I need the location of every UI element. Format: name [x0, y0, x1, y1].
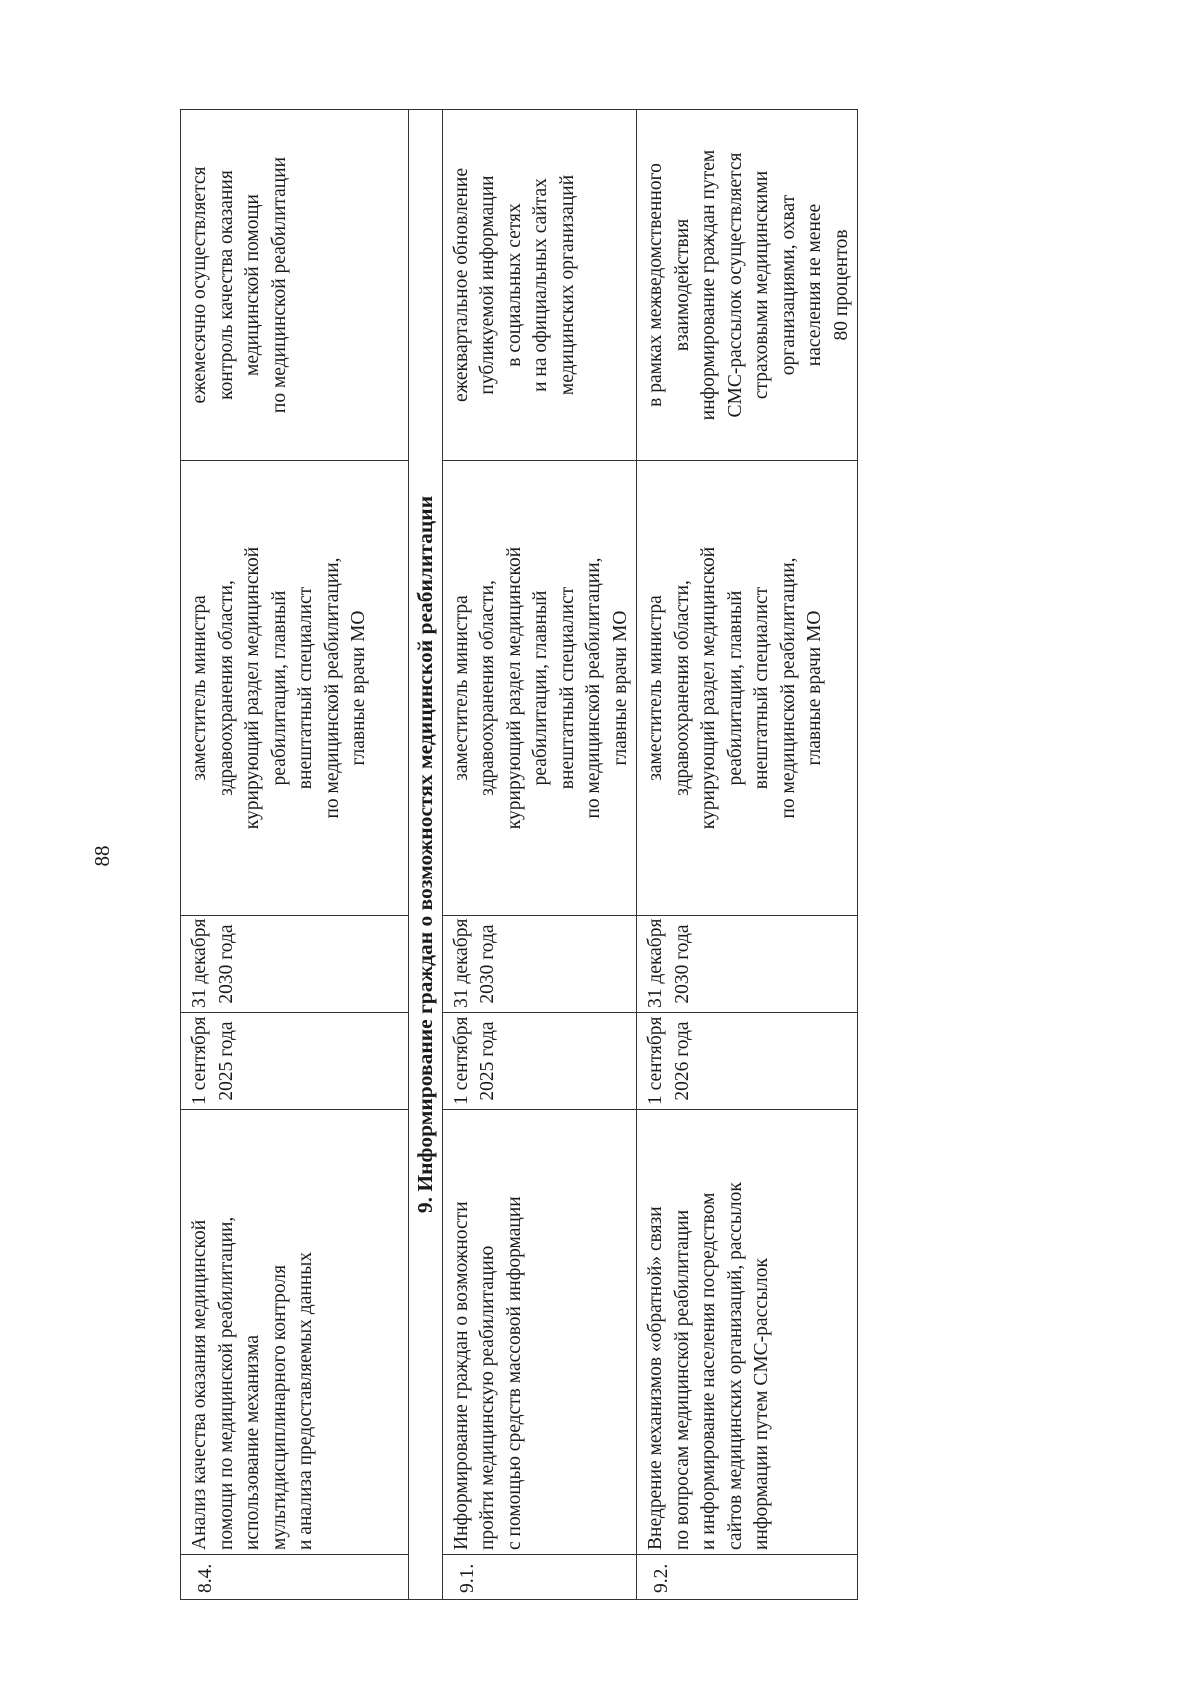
end-date-cell — [181, 916, 409, 1013]
event-line: и информирование населения посредством — [698, 1192, 719, 1550]
row-number-cell — [181, 1555, 409, 1600]
event-line: и анализа предоставляемых данных — [295, 1251, 316, 1550]
event-cell — [637, 1110, 858, 1555]
table-row — [181, 110, 409, 1600]
start-date-line: 1 сентября — [645, 1016, 666, 1105]
event-line: помощи по медицинской реабилитации, — [215, 1216, 237, 1550]
result-line: ежеквартальное обновление — [450, 168, 472, 402]
result-line: информирование граждан путем — [698, 149, 719, 421]
event-line: информации путем СМС-рассылок — [751, 1258, 772, 1550]
responsible-line: курирующий раздел медицинской — [698, 546, 719, 830]
result-line: медицинских организаций — [556, 174, 578, 396]
responsible-line: по медицинской реабилитации, — [777, 557, 799, 819]
responsible-cell — [181, 461, 409, 916]
event-cell — [442, 1110, 637, 1555]
start-date-line: 1 сентября — [189, 1016, 210, 1105]
end-date-line: 31 декабря — [189, 918, 210, 1008]
section-header-row — [409, 110, 443, 1600]
result-line: 80 процентов — [830, 229, 852, 341]
result-line: ежемесячно осуществляется — [189, 166, 210, 404]
rotated-table-frame — [180, 110, 852, 1600]
responsible-line: здравоохранения области, — [215, 580, 237, 796]
responsible-line: главные врачи МО — [804, 610, 825, 766]
plan-table-container — [180, 110, 852, 1600]
start-date-cell — [442, 1013, 637, 1110]
result-line: и на официальных сайтах — [530, 178, 551, 392]
result-line: по медицинской реабилитации — [268, 156, 290, 414]
responsible-line: курирующий раздел медицинской — [503, 546, 525, 830]
event-line: с помощью средств массовой информации — [503, 1196, 525, 1550]
responsible-line: внештатный специалист — [295, 586, 316, 790]
event-line: использование механизма — [242, 1334, 263, 1550]
result-line: в рамках межведомственного — [645, 163, 666, 407]
page-number: 88 — [90, 845, 114, 867]
responsible-line: заместитель министра — [450, 595, 472, 781]
event-cell — [181, 1110, 409, 1555]
responsible-line: по медицинской реабилитации, — [321, 557, 343, 819]
result-line: публикуемой информации — [477, 175, 498, 395]
end-date-cell — [637, 916, 858, 1013]
table-row — [637, 110, 858, 1600]
event-line: пройти медицинскую реабилитацию — [477, 1245, 498, 1550]
responsible-line: реабилитации, главный — [530, 590, 551, 786]
result-line: СМС-рассылок осуществляется — [724, 152, 746, 418]
end-date-line: 31 декабря — [645, 918, 666, 1008]
start-date-cell — [637, 1013, 858, 1110]
responsible-line: по медицинской реабилитации, — [583, 557, 604, 819]
table-row — [442, 110, 637, 1600]
result-cell — [637, 110, 858, 461]
event-line: сайтов медицинских организаций, рассылок — [724, 1182, 746, 1550]
responsible-line: реабилитации, главный — [268, 590, 290, 786]
result-cell — [181, 110, 409, 461]
activities-table — [180, 109, 858, 1600]
section-title: 9. Информирование граждан о возможностях медицинской реабилитации — [409, 110, 443, 1600]
result-line: контроль качества оказания — [215, 170, 237, 400]
responsible-line: главные врачи МО — [348, 610, 369, 766]
result-line: медицинской помощи — [242, 194, 263, 376]
responsible-line: здравоохранения области, — [477, 580, 498, 796]
event-line: Внедрение механизмов «обратной» связи — [645, 1206, 666, 1550]
result-line: страховыми медицинскими — [751, 170, 772, 400]
row-number: 8.4. — [195, 1563, 216, 1593]
end-date-line: 2030 года — [215, 924, 237, 1004]
responsible-line: главные врачи МО — [609, 610, 631, 766]
responsible-line: заместитель министра — [189, 595, 210, 781]
result-line: в социальных сетях — [503, 203, 525, 367]
row-number: 9.1. — [456, 1563, 478, 1593]
result-line: населения не менее — [804, 203, 825, 367]
responsible-cell — [442, 461, 637, 916]
responsible-line: внештатный специалист — [751, 586, 772, 790]
responsible-line: курирующий раздел медицинской — [242, 546, 263, 830]
result-line: организациями, охват — [777, 194, 799, 376]
responsible-cell — [637, 461, 858, 916]
responsible-line: здравоохранения области, — [671, 580, 693, 796]
start-date-line: 2025 года — [215, 1021, 237, 1101]
responsible-line: внештатный специалист — [556, 586, 578, 790]
end-date-line: 2030 года — [671, 924, 693, 1004]
start-date-line: 2025 года — [477, 1021, 498, 1101]
event-line: Информирование граждан о возможности — [450, 1201, 472, 1550]
event-line: мультидисциплинарного контроля — [268, 1264, 290, 1550]
result-line: взаимодействия — [671, 218, 693, 352]
result-cell — [442, 110, 637, 461]
row-number-cell — [442, 1555, 637, 1600]
event-line: по вопросам медицинской реабилитации — [671, 1209, 693, 1550]
responsible-line: заместитель министра — [645, 595, 666, 781]
row-number-cell — [637, 1555, 858, 1600]
end-date-cell — [442, 916, 637, 1013]
start-date-line: 1 сентября — [450, 1016, 472, 1105]
event-line: Анализ качества оказания медицинской — [189, 1219, 210, 1550]
start-date-line: 2026 года — [671, 1021, 693, 1101]
responsible-line: реабилитации, главный — [724, 590, 746, 786]
row-number: 9.2. — [651, 1563, 672, 1593]
end-date-line: 31 декабря — [450, 918, 472, 1008]
start-date-cell — [181, 1013, 409, 1110]
end-date-line: 2030 года — [477, 924, 498, 1004]
